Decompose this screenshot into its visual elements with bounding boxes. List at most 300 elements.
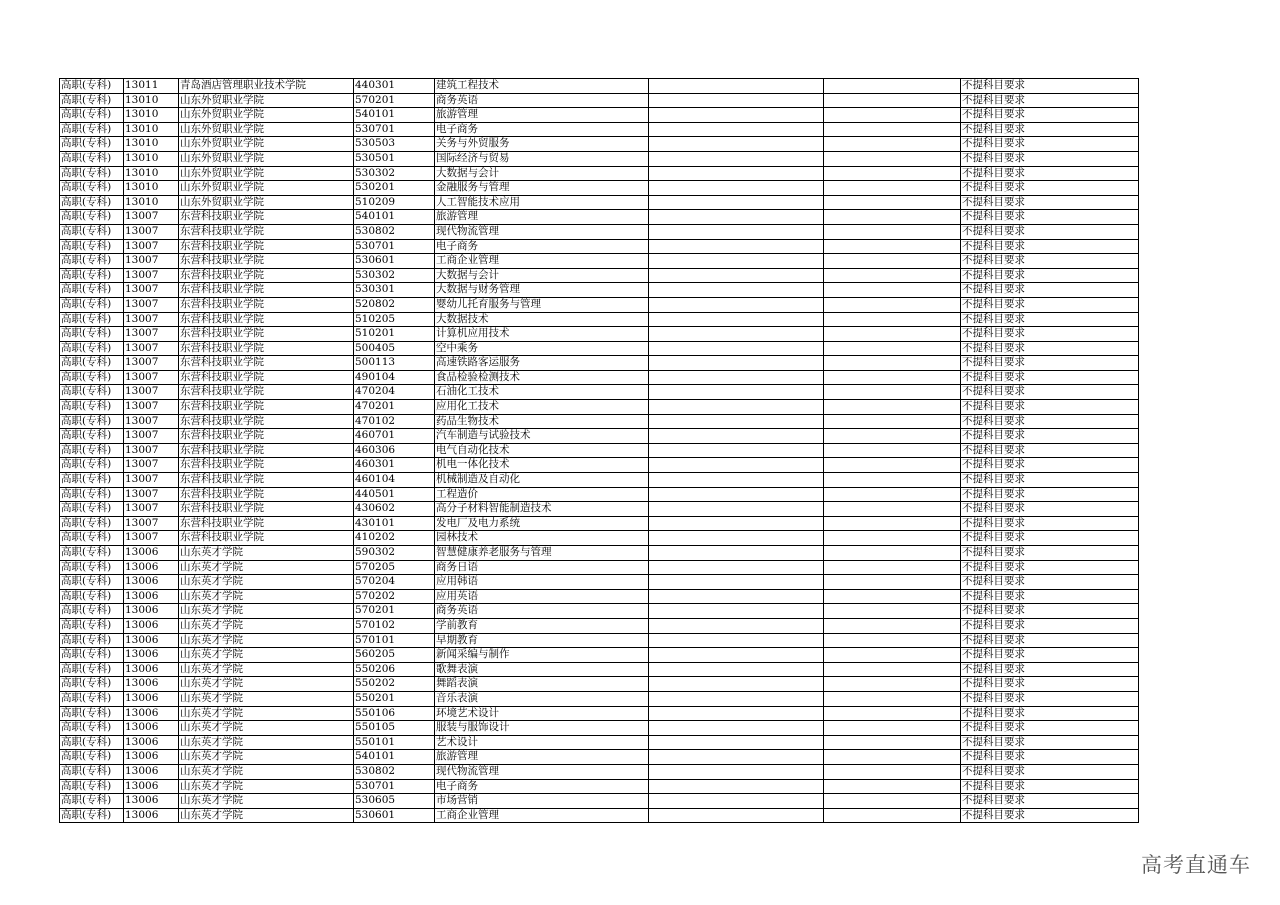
table-row xyxy=(60,502,1139,517)
school-name-cell: 东营科技职业学院 xyxy=(179,327,354,342)
blank-cell-a xyxy=(649,648,824,663)
school-code-cell: 13006 xyxy=(124,589,179,604)
blank-cell-b xyxy=(824,575,961,590)
table-row xyxy=(60,414,1139,429)
blank-cell-b xyxy=(824,283,961,298)
table-row xyxy=(60,531,1139,546)
blank-cell-a xyxy=(649,546,824,561)
major-name-cell: 商务日语 xyxy=(435,560,649,575)
table-row xyxy=(60,254,1139,269)
school-code-cell: 13006 xyxy=(124,691,179,706)
blank-cell-a xyxy=(649,750,824,765)
table-row xyxy=(60,546,1139,561)
table-row xyxy=(60,181,1139,196)
major-code-cell: 530503 xyxy=(354,137,435,152)
blank-cell-b xyxy=(824,137,961,152)
level-cell: 高职(专科) xyxy=(60,327,124,342)
blank-cell-b xyxy=(824,195,961,210)
major-name-cell: 智慧健康养老服务与管理 xyxy=(435,546,649,561)
blank-cell-b xyxy=(824,808,961,823)
requirement-cell: 不提科目要求 xyxy=(961,224,1139,239)
major-code-cell: 530601 xyxy=(354,808,435,823)
school-code-cell: 13007 xyxy=(124,356,179,371)
major-name-cell: 学前教育 xyxy=(435,618,649,633)
major-code-cell: 530701 xyxy=(354,122,435,137)
major-code-cell: 530302 xyxy=(354,268,435,283)
blank-cell-b xyxy=(824,487,961,502)
requirement-cell: 不提科目要求 xyxy=(961,210,1139,225)
requirement-cell: 不提科目要求 xyxy=(961,618,1139,633)
major-name-cell: 婴幼儿托育服务与管理 xyxy=(435,297,649,312)
school-code-cell: 13011 xyxy=(124,79,179,94)
major-code-cell: 530701 xyxy=(354,779,435,794)
school-name-cell: 东营科技职业学院 xyxy=(179,531,354,546)
major-name-cell: 国际经济与贸易 xyxy=(435,151,649,166)
major-name-cell: 早期教育 xyxy=(435,633,649,648)
school-name-cell: 山东英才学院 xyxy=(179,808,354,823)
major-name-cell: 汽车制造与试验技术 xyxy=(435,429,649,444)
blank-cell-b xyxy=(824,224,961,239)
school-name-cell: 山东外贸职业学院 xyxy=(179,166,354,181)
major-code-cell: 530701 xyxy=(354,239,435,254)
requirement-cell: 不提科目要求 xyxy=(961,589,1139,604)
major-name-cell: 金融服务与管理 xyxy=(435,181,649,196)
major-code-cell: 570101 xyxy=(354,633,435,648)
school-code-cell: 13006 xyxy=(124,735,179,750)
major-code-cell: 550105 xyxy=(354,721,435,736)
blank-cell-a xyxy=(649,458,824,473)
spreadsheet-page xyxy=(59,78,1139,823)
blank-cell-a xyxy=(649,414,824,429)
blank-cell-b xyxy=(824,458,961,473)
table-row xyxy=(60,210,1139,225)
table-row xyxy=(60,239,1139,254)
school-name-cell: 东营科技职业学院 xyxy=(179,239,354,254)
level-cell: 高职(专科) xyxy=(60,195,124,210)
blank-cell-a xyxy=(649,560,824,575)
table-row xyxy=(60,108,1139,123)
school-name-cell: 东营科技职业学院 xyxy=(179,341,354,356)
school-code-cell: 13007 xyxy=(124,268,179,283)
school-code-cell: 13007 xyxy=(124,224,179,239)
major-code-cell: 570204 xyxy=(354,575,435,590)
blank-cell-a xyxy=(649,166,824,181)
table-row xyxy=(60,283,1139,298)
blank-cell-a xyxy=(649,487,824,502)
requirement-cell: 不提科目要求 xyxy=(961,808,1139,823)
school-name-cell: 山东英才学院 xyxy=(179,735,354,750)
table-row xyxy=(60,808,1139,823)
table-row xyxy=(60,633,1139,648)
watermark-text: 高考直通车 xyxy=(1141,853,1251,877)
blank-cell-a xyxy=(649,108,824,123)
school-name-cell: 山东英才学院 xyxy=(179,560,354,575)
requirement-cell: 不提科目要求 xyxy=(961,239,1139,254)
level-cell: 高职(专科) xyxy=(60,79,124,94)
level-cell: 高职(专科) xyxy=(60,633,124,648)
school-name-cell: 山东外贸职业学院 xyxy=(179,137,354,152)
major-code-cell: 530802 xyxy=(354,224,435,239)
blank-cell-a xyxy=(649,297,824,312)
major-name-cell: 机电一体化技术 xyxy=(435,458,649,473)
level-cell: 高职(专科) xyxy=(60,721,124,736)
school-code-cell: 13006 xyxy=(124,546,179,561)
school-code-cell: 13006 xyxy=(124,721,179,736)
table-row xyxy=(60,750,1139,765)
requirement-cell: 不提科目要求 xyxy=(961,79,1139,94)
major-name-cell: 大数据与会计 xyxy=(435,268,649,283)
level-cell: 高职(专科) xyxy=(60,575,124,590)
school-name-cell: 山东英才学院 xyxy=(179,779,354,794)
major-code-cell: 530605 xyxy=(354,794,435,809)
blank-cell-b xyxy=(824,560,961,575)
requirement-cell: 不提科目要求 xyxy=(961,764,1139,779)
blank-cell-a xyxy=(649,531,824,546)
blank-cell-b xyxy=(824,414,961,429)
level-cell: 高职(专科) xyxy=(60,254,124,269)
major-code-cell: 550201 xyxy=(354,691,435,706)
table-row xyxy=(60,327,1139,342)
blank-cell-b xyxy=(824,691,961,706)
blank-cell-b xyxy=(824,764,961,779)
level-cell: 高职(专科) xyxy=(60,808,124,823)
major-name-cell: 工商企业管理 xyxy=(435,254,649,269)
requirement-cell: 不提科目要求 xyxy=(961,443,1139,458)
level-cell: 高职(专科) xyxy=(60,516,124,531)
school-name-cell: 东营科技职业学院 xyxy=(179,283,354,298)
blank-cell-a xyxy=(649,385,824,400)
blank-cell-a xyxy=(649,589,824,604)
table-row xyxy=(60,794,1139,809)
table-row xyxy=(60,677,1139,692)
major-name-cell: 高分子材料智能制造技术 xyxy=(435,502,649,517)
blank-cell-b xyxy=(824,531,961,546)
blank-cell-b xyxy=(824,122,961,137)
major-name-cell: 发电厂及电力系统 xyxy=(435,516,649,531)
school-name-cell: 东营科技职业学院 xyxy=(179,429,354,444)
school-code-cell: 13006 xyxy=(124,750,179,765)
blank-cell-b xyxy=(824,604,961,619)
table-row xyxy=(60,706,1139,721)
level-cell: 高职(专科) xyxy=(60,356,124,371)
blank-cell-a xyxy=(649,195,824,210)
level-cell: 高职(专科) xyxy=(60,122,124,137)
requirement-cell: 不提科目要求 xyxy=(961,181,1139,196)
major-name-cell: 大数据与财务管理 xyxy=(435,283,649,298)
school-name-cell: 山东外贸职业学院 xyxy=(179,195,354,210)
major-code-cell: 410202 xyxy=(354,531,435,546)
table-row xyxy=(60,122,1139,137)
major-code-cell: 500405 xyxy=(354,341,435,356)
blank-cell-b xyxy=(824,181,961,196)
school-code-cell: 13006 xyxy=(124,648,179,663)
blank-cell-a xyxy=(649,210,824,225)
level-cell: 高职(专科) xyxy=(60,312,124,327)
blank-cell-a xyxy=(649,706,824,721)
school-code-cell: 13007 xyxy=(124,473,179,488)
blank-cell-a xyxy=(649,122,824,137)
major-code-cell: 490104 xyxy=(354,370,435,385)
table-row xyxy=(60,575,1139,590)
table-row xyxy=(60,224,1139,239)
blank-cell-b xyxy=(824,400,961,415)
major-name-cell: 空中乘务 xyxy=(435,341,649,356)
level-cell: 高职(专科) xyxy=(60,560,124,575)
school-name-cell: 东营科技职业学院 xyxy=(179,443,354,458)
school-name-cell: 山东英才学院 xyxy=(179,662,354,677)
school-name-cell: 东营科技职业学院 xyxy=(179,458,354,473)
major-code-cell: 470201 xyxy=(354,400,435,415)
blank-cell-b xyxy=(824,516,961,531)
major-name-cell: 工商企业管理 xyxy=(435,808,649,823)
school-name-cell: 山东英才学院 xyxy=(179,794,354,809)
major-code-cell: 570102 xyxy=(354,618,435,633)
requirement-cell: 不提科目要求 xyxy=(961,254,1139,269)
blank-cell-b xyxy=(824,750,961,765)
table-row xyxy=(60,662,1139,677)
blank-cell-b xyxy=(824,297,961,312)
blank-cell-b xyxy=(824,254,961,269)
school-code-cell: 13007 xyxy=(124,327,179,342)
blank-cell-a xyxy=(649,473,824,488)
school-code-cell: 13007 xyxy=(124,254,179,269)
school-code-cell: 13010 xyxy=(124,93,179,108)
requirement-cell: 不提科目要求 xyxy=(961,604,1139,619)
requirement-cell: 不提科目要求 xyxy=(961,546,1139,561)
blank-cell-b xyxy=(824,662,961,677)
school-code-cell: 13006 xyxy=(124,764,179,779)
blank-cell-b xyxy=(824,268,961,283)
table-row xyxy=(60,691,1139,706)
blank-cell-a xyxy=(649,151,824,166)
blank-cell-b xyxy=(824,79,961,94)
level-cell: 高职(专科) xyxy=(60,210,124,225)
major-code-cell: 440501 xyxy=(354,487,435,502)
major-code-cell: 460104 xyxy=(354,473,435,488)
level-cell: 高职(专科) xyxy=(60,779,124,794)
major-name-cell: 环境艺术设计 xyxy=(435,706,649,721)
major-code-cell: 540101 xyxy=(354,108,435,123)
requirement-cell: 不提科目要求 xyxy=(961,735,1139,750)
school-code-cell: 13007 xyxy=(124,400,179,415)
table-row xyxy=(60,648,1139,663)
blank-cell-b xyxy=(824,546,961,561)
school-code-cell: 13007 xyxy=(124,239,179,254)
major-name-cell: 建筑工程技术 xyxy=(435,79,649,94)
major-code-cell: 510205 xyxy=(354,312,435,327)
school-name-cell: 东营科技职业学院 xyxy=(179,473,354,488)
table-row xyxy=(60,93,1139,108)
blank-cell-b xyxy=(824,473,961,488)
major-name-cell: 舞蹈表演 xyxy=(435,677,649,692)
major-code-cell: 510209 xyxy=(354,195,435,210)
table-row xyxy=(60,429,1139,444)
level-cell: 高职(专科) xyxy=(60,108,124,123)
level-cell: 高职(专科) xyxy=(60,268,124,283)
table-row xyxy=(60,779,1139,794)
requirement-cell: 不提科目要求 xyxy=(961,575,1139,590)
school-code-cell: 13006 xyxy=(124,706,179,721)
school-code-cell: 13006 xyxy=(124,794,179,809)
requirement-cell: 不提科目要求 xyxy=(961,400,1139,415)
blank-cell-a xyxy=(649,677,824,692)
blank-cell-a xyxy=(649,327,824,342)
level-cell: 高职(专科) xyxy=(60,764,124,779)
requirement-cell: 不提科目要求 xyxy=(961,706,1139,721)
school-code-cell: 13006 xyxy=(124,618,179,633)
blank-cell-b xyxy=(824,502,961,517)
school-code-cell: 13007 xyxy=(124,487,179,502)
school-name-cell: 山东外贸职业学院 xyxy=(179,122,354,137)
table-row xyxy=(60,604,1139,619)
level-cell: 高职(专科) xyxy=(60,93,124,108)
blank-cell-a xyxy=(649,618,824,633)
school-name-cell: 山东英才学院 xyxy=(179,691,354,706)
table-row xyxy=(60,268,1139,283)
requirement-cell: 不提科目要求 xyxy=(961,370,1139,385)
major-name-cell: 工程造价 xyxy=(435,487,649,502)
table-row xyxy=(60,195,1139,210)
school-code-cell: 13006 xyxy=(124,560,179,575)
level-cell: 高职(专科) xyxy=(60,662,124,677)
table-row xyxy=(60,618,1139,633)
blank-cell-b xyxy=(824,210,961,225)
blank-cell-b xyxy=(824,108,961,123)
blank-cell-a xyxy=(649,575,824,590)
requirement-cell: 不提科目要求 xyxy=(961,677,1139,692)
school-code-cell: 13007 xyxy=(124,341,179,356)
requirement-cell: 不提科目要求 xyxy=(961,122,1139,137)
major-name-cell: 现代物流管理 xyxy=(435,764,649,779)
school-code-cell: 13007 xyxy=(124,385,179,400)
blank-cell-a xyxy=(649,356,824,371)
level-cell: 高职(专科) xyxy=(60,400,124,415)
school-name-cell: 东营科技职业学院 xyxy=(179,502,354,517)
school-code-cell: 13007 xyxy=(124,443,179,458)
major-code-cell: 540101 xyxy=(354,210,435,225)
blank-cell-a xyxy=(649,604,824,619)
level-cell: 高职(专科) xyxy=(60,735,124,750)
blank-cell-a xyxy=(649,239,824,254)
blank-cell-a xyxy=(649,429,824,444)
major-name-cell: 应用韩语 xyxy=(435,575,649,590)
blank-cell-a xyxy=(649,79,824,94)
major-name-cell: 大数据与会计 xyxy=(435,166,649,181)
blank-cell-b xyxy=(824,312,961,327)
table-row xyxy=(60,312,1139,327)
requirement-cell: 不提科目要求 xyxy=(961,341,1139,356)
major-name-cell: 园林技术 xyxy=(435,531,649,546)
requirement-cell: 不提科目要求 xyxy=(961,662,1139,677)
blank-cell-a xyxy=(649,341,824,356)
major-code-cell: 570205 xyxy=(354,560,435,575)
blank-cell-a xyxy=(649,443,824,458)
major-name-cell: 商务英语 xyxy=(435,93,649,108)
school-name-cell: 山东外贸职业学院 xyxy=(179,151,354,166)
requirement-cell: 不提科目要求 xyxy=(961,283,1139,298)
major-name-cell: 高速铁路客运服务 xyxy=(435,356,649,371)
table-row xyxy=(60,356,1139,371)
school-code-cell: 13010 xyxy=(124,195,179,210)
school-code-cell: 13007 xyxy=(124,458,179,473)
school-code-cell: 13006 xyxy=(124,677,179,692)
blank-cell-a xyxy=(649,370,824,385)
school-name-cell: 山东英才学院 xyxy=(179,750,354,765)
school-code-cell: 13010 xyxy=(124,181,179,196)
blank-cell-b xyxy=(824,239,961,254)
blank-cell-a xyxy=(649,691,824,706)
table-row xyxy=(60,79,1139,94)
table-row xyxy=(60,151,1139,166)
level-cell: 高职(专科) xyxy=(60,137,124,152)
school-code-cell: 13006 xyxy=(124,633,179,648)
blank-cell-a xyxy=(649,93,824,108)
school-code-cell: 13007 xyxy=(124,531,179,546)
blank-cell-b xyxy=(824,735,961,750)
blank-cell-b xyxy=(824,677,961,692)
level-cell: 高职(专科) xyxy=(60,794,124,809)
level-cell: 高职(专科) xyxy=(60,385,124,400)
level-cell: 高职(专科) xyxy=(60,531,124,546)
level-cell: 高职(专科) xyxy=(60,239,124,254)
table-row xyxy=(60,721,1139,736)
major-name-cell: 现代物流管理 xyxy=(435,224,649,239)
major-name-cell: 旅游管理 xyxy=(435,210,649,225)
requirement-cell: 不提科目要求 xyxy=(961,633,1139,648)
level-cell: 高职(专科) xyxy=(60,750,124,765)
level-cell: 高职(专科) xyxy=(60,151,124,166)
major-name-cell: 电子商务 xyxy=(435,239,649,254)
major-name-cell: 应用化工技术 xyxy=(435,400,649,415)
requirement-cell: 不提科目要求 xyxy=(961,794,1139,809)
school-code-cell: 13007 xyxy=(124,312,179,327)
major-code-cell: 570202 xyxy=(354,589,435,604)
blank-cell-a xyxy=(649,400,824,415)
school-name-cell: 山东外贸职业学院 xyxy=(179,93,354,108)
school-code-cell: 13007 xyxy=(124,283,179,298)
blank-cell-a xyxy=(649,516,824,531)
requirement-cell: 不提科目要求 xyxy=(961,151,1139,166)
table-row xyxy=(60,473,1139,488)
level-cell: 高职(专科) xyxy=(60,648,124,663)
major-name-cell: 人工智能技术应用 xyxy=(435,195,649,210)
requirement-cell: 不提科目要求 xyxy=(961,268,1139,283)
table-row xyxy=(60,487,1139,502)
major-code-cell: 500113 xyxy=(354,356,435,371)
school-name-cell: 山东英才学院 xyxy=(179,721,354,736)
school-code-cell: 13007 xyxy=(124,370,179,385)
major-name-cell: 商务英语 xyxy=(435,604,649,619)
major-name-cell: 艺术设计 xyxy=(435,735,649,750)
level-cell: 高职(专科) xyxy=(60,458,124,473)
blank-cell-b xyxy=(824,721,961,736)
major-code-cell: 530802 xyxy=(354,764,435,779)
table-row xyxy=(60,385,1139,400)
major-code-cell: 570201 xyxy=(354,93,435,108)
blank-cell-b xyxy=(824,327,961,342)
requirement-cell: 不提科目要求 xyxy=(961,312,1139,327)
level-cell: 高职(专科) xyxy=(60,341,124,356)
level-cell: 高职(专科) xyxy=(60,224,124,239)
major-code-cell: 540101 xyxy=(354,750,435,765)
blank-cell-a xyxy=(649,721,824,736)
requirement-cell: 不提科目要求 xyxy=(961,137,1139,152)
school-code-cell: 13007 xyxy=(124,429,179,444)
blank-cell-b xyxy=(824,93,961,108)
major-code-cell: 570201 xyxy=(354,604,435,619)
major-code-cell: 430602 xyxy=(354,502,435,517)
major-name-cell: 电气自动化技术 xyxy=(435,443,649,458)
